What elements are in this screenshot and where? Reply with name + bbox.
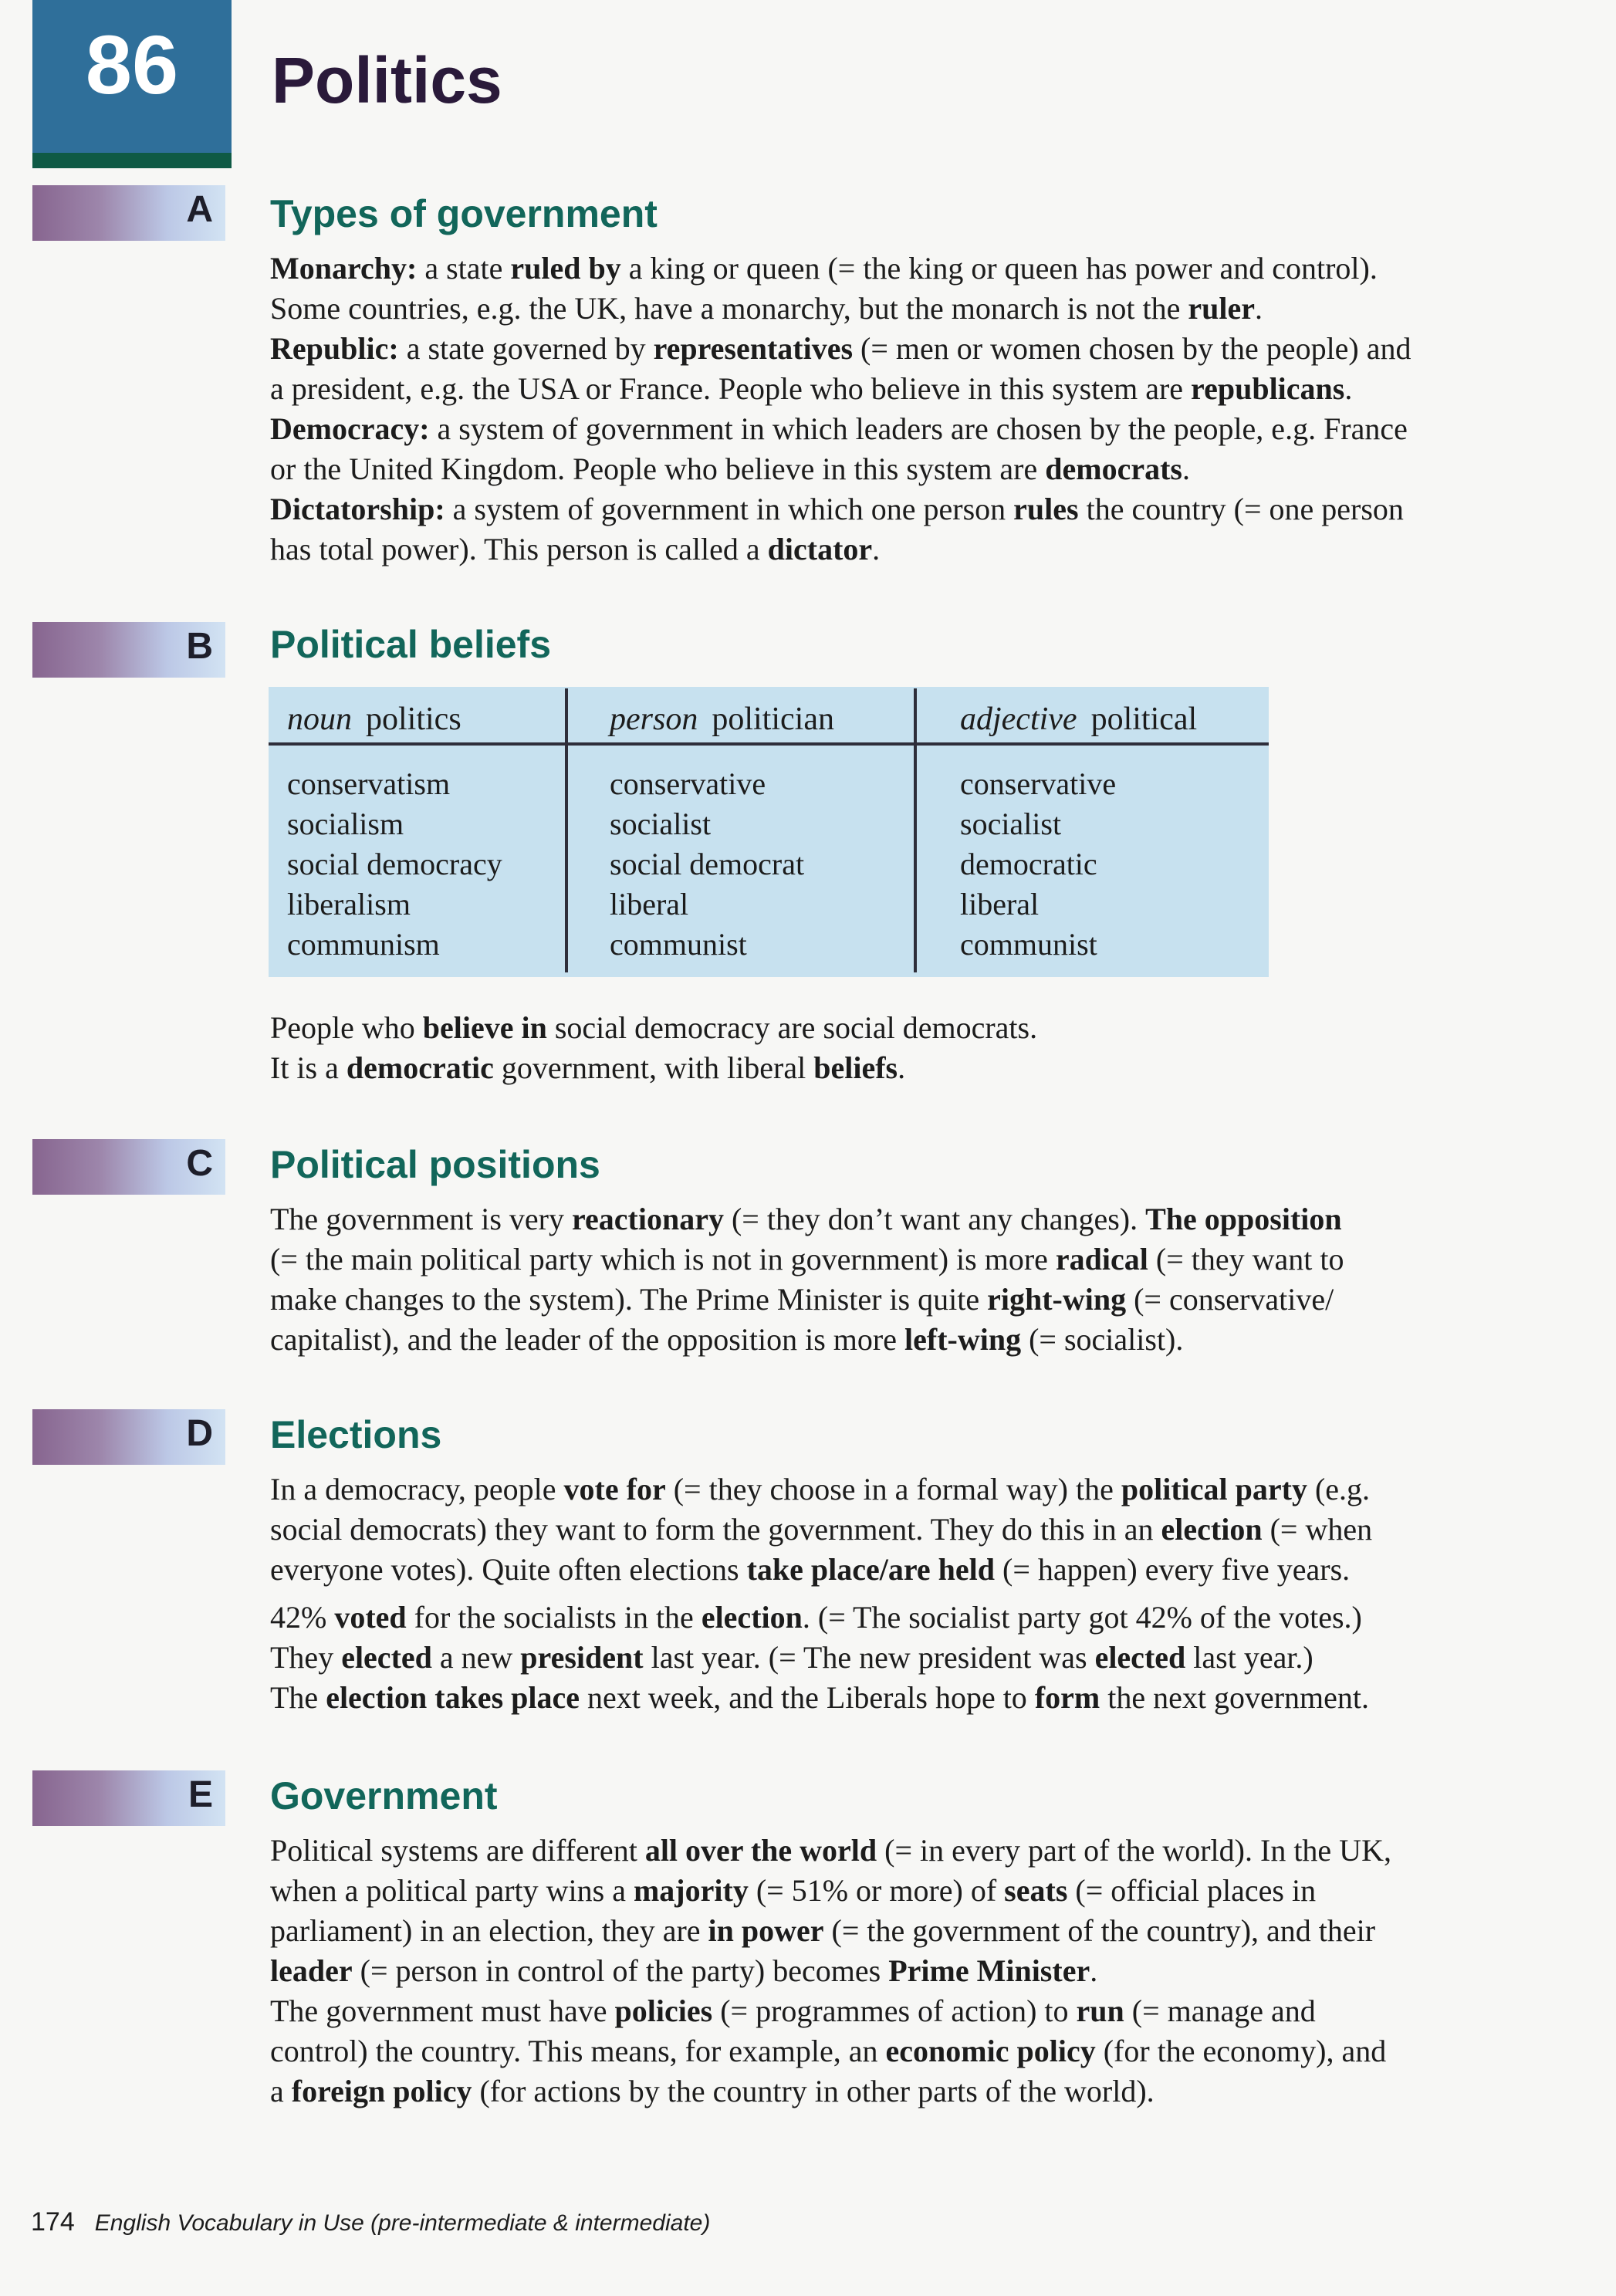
page-number: 174	[31, 2207, 75, 2237]
table-cell: liberal	[960, 887, 1040, 921]
text-line: Political systems are different all over the world (= in every part of the world). In the UK,	[270, 1833, 1391, 1868]
section-letter: C	[186, 1143, 213, 1184]
table-cell: liberalism	[287, 887, 411, 921]
section-letter: A	[186, 189, 213, 230]
table-column-noun	[287, 764, 502, 965]
text-line: leader (= person in control of the party) becomes Prime Minister.	[270, 1953, 1098, 1988]
table-column-adjective	[960, 764, 1116, 965]
section-letter: E	[188, 1774, 213, 1815]
text-line: make changes to the system). The Prime Minister is quite right-wing (= conservative/	[270, 1282, 1334, 1317]
text-line: or the United Kingdom. People who believe in this system are democrats.	[270, 451, 1190, 486]
table-header-person: person politician	[610, 702, 834, 737]
section-letter: B	[186, 626, 213, 667]
unit-number: 86	[85, 18, 179, 111]
text-line: social democrats) they want to form the government. They do this in an election (= when	[270, 1512, 1373, 1547]
table-column-divider	[565, 688, 568, 972]
text-line: It is a democratic government, with liberal beliefs.	[270, 1050, 906, 1085]
text-line: a president, e.g. the USA or France. People who believe in this system are republicans.	[270, 371, 1353, 406]
table-cell: communist	[960, 927, 1097, 962]
table-cell: conservative	[960, 766, 1117, 801]
section-b-heading: Political beliefs	[270, 623, 552, 666]
text-line: People who believe in social democracy are social democrats.	[270, 1010, 1038, 1045]
section-d-heading: Elections	[270, 1413, 442, 1456]
table-cell: conservatism	[287, 766, 451, 801]
table-cell: communist	[610, 927, 747, 962]
text-line: everyone votes). Quite often elections take place/are held (= happen) every five years.	[270, 1552, 1351, 1587]
table-cell: socialism	[287, 806, 404, 841]
table-cell: conservative	[610, 766, 766, 801]
table-cell: social democracy	[287, 847, 502, 881]
section-c-marker	[32, 1139, 225, 1195]
section-c-body	[270, 1199, 1590, 1360]
section-e-body	[270, 1831, 1590, 2112]
table-header-adjective: adjective political	[960, 702, 1198, 737]
text-line: Monarchy: a state ruled by a king or queen (= the king or queen has power and control).	[270, 251, 1378, 286]
text-line: The government is very reactionary (= they don’t want any changes). The opposition	[270, 1202, 1342, 1236]
text-line: In a democracy, people vote for (= they choose in a formal way) the political party (e.g.	[270, 1472, 1371, 1506]
table-cell: social democrat	[610, 847, 805, 881]
text-line: parliament) in an election, they are in power (= the government of the country), and their	[270, 1913, 1376, 1948]
text-line: has total power). This person is called a dictator.	[270, 532, 881, 566]
text-line: capitalist), and the leader of the opposition is more left-wing (= socialist).	[270, 1322, 1184, 1357]
section-d-body	[270, 1469, 1590, 1590]
section-a-heading: Types of government	[270, 192, 658, 235]
example-line: They elected a new president last year. (= The new president was elected last year.)	[270, 1640, 1313, 1675]
page-title: Politics	[272, 44, 502, 117]
table-header-noun: noun politics	[287, 702, 461, 737]
section-a-body	[270, 249, 1590, 570]
text-line: control) the country. This means, for example, an economic policy (for the economy), and	[270, 2034, 1387, 2068]
text-line: a foreign policy (for actions by the country in other parts of the world).	[270, 2074, 1155, 2108]
section-a-marker	[32, 185, 225, 241]
table-cell: liberal	[610, 887, 689, 921]
example-line: The election takes place next week, and the Liberals hope to form the next government.	[270, 1680, 1370, 1715]
section-e-marker	[32, 1770, 225, 1826]
text-line: Republic: a state governed by representatives (= men or women chosen by the people) and	[270, 331, 1411, 366]
text-line: The government must have policies (= programmes of action) to run (= manage and	[270, 1993, 1316, 2028]
section-c-heading: Political positions	[270, 1143, 600, 1186]
table-column-divider	[914, 688, 917, 972]
text-line: (= the main political party which is not in government) is more radical (= they want to	[270, 1242, 1344, 1276]
page-footer	[31, 2207, 710, 2237]
text-line: Some countries, e.g. the UK, have a monarchy, but the monarch is not the ruler.	[270, 291, 1263, 326]
example-line: 42% voted for the socialists in the election. (= The socialist party got 42% of the votes.)	[270, 1600, 1362, 1635]
section-b-marker	[32, 622, 225, 678]
table-cell: communism	[287, 927, 440, 962]
table-cell: socialist	[960, 806, 1062, 841]
section-b-body	[270, 1008, 1590, 1088]
section-d-marker	[32, 1409, 225, 1465]
section-e-heading: Government	[270, 1774, 498, 1818]
text-line: when a political party wins a majority (= 51% or more) of seats (= official places in	[270, 1873, 1317, 1908]
text-line: Democracy: a system of government in which leaders are chosen by the people, e.g. France	[270, 411, 1408, 446]
table-cell: democratic	[960, 847, 1097, 881]
table-cell: socialist	[610, 806, 712, 841]
book-title: English Vocabulary in Use (pre-intermediate & intermediate)	[94, 2210, 711, 2236]
table-header-rule	[269, 742, 1269, 746]
table-column-person	[610, 764, 804, 965]
text-line: Dictatorship: a system of government in which one person rules the country (= one person	[270, 492, 1404, 526]
section-d-examples	[270, 1598, 1590, 1718]
section-letter: D	[186, 1413, 213, 1454]
unit-number-underline	[32, 153, 232, 168]
